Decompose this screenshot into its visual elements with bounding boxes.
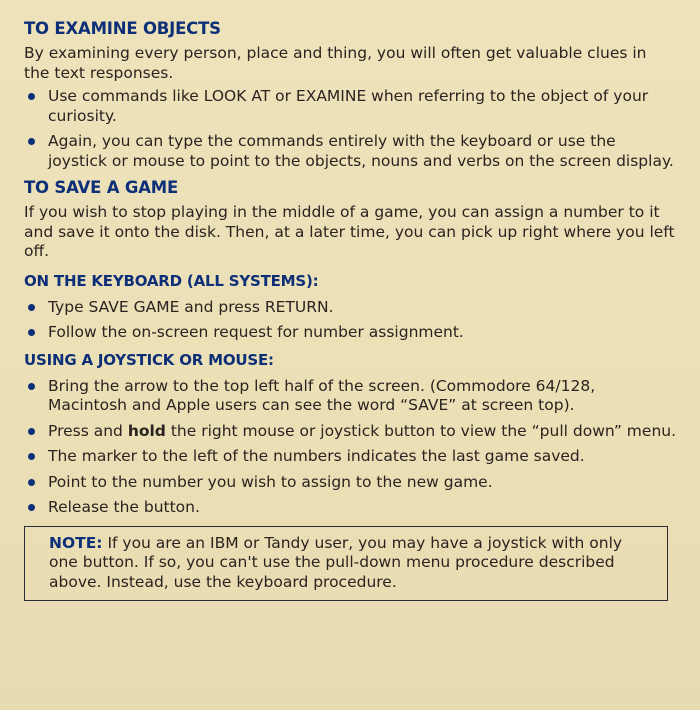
list-item-text: Again, you can type the commands entirely with the keyboard or use the joystick or mouse to point to the objects, nouns and verbs on the screen display. bbox=[48, 132, 674, 170]
list-item-text: The marker to the left of the numbers indicates the last game saved. bbox=[48, 447, 585, 465]
list-item-text bbox=[48, 422, 676, 440]
list-item bbox=[24, 298, 676, 318]
bullet-icon bbox=[28, 138, 35, 145]
heading-keyboard: ON THE KEYBOARD (ALL SYSTEMS): bbox=[24, 271, 319, 290]
examine-intro: By examining every person, place and thing, you will often get valuable clues in the text responses. bbox=[24, 44, 647, 82]
bullet-icon bbox=[28, 479, 35, 486]
heading-joystick-mouse: USING A JOYSTICK OR MOUSE: bbox=[24, 350, 274, 369]
list-item bbox=[24, 447, 676, 467]
bullet-icon bbox=[28, 93, 35, 100]
list-item bbox=[24, 377, 676, 416]
list-item-text: Bring the arrow to the top left half of the screen. (Commodore 64/128, Macintosh and Apple users can see the word “SAVE” at screen top). bbox=[48, 376, 596, 414]
list-item-text: Point to the number you wish to assign to the new game. bbox=[48, 472, 493, 491]
list-item bbox=[24, 323, 676, 343]
list-item bbox=[24, 498, 676, 518]
heading-examine-objects: TO EXAMINE OBJECTS bbox=[24, 19, 221, 38]
section-save-game bbox=[24, 177, 676, 518]
heading-save-game: TO SAVE A GAME bbox=[24, 178, 179, 197]
note-label: NOTE: bbox=[49, 533, 103, 552]
joystick-bullet-list bbox=[24, 377, 676, 518]
bullet-icon bbox=[28, 453, 35, 460]
note-box bbox=[24, 526, 668, 602]
bullet-icon bbox=[28, 428, 35, 435]
list-item bbox=[24, 422, 676, 442]
text-run: Press and bbox=[48, 421, 128, 440]
text-run: the right mouse or joystick button to view the “pull down” menu. bbox=[165, 421, 677, 440]
save-intro: If you wish to stop playing in the middle of a game, you can assign a number to it and save it onto the disk. Then, at a later time, you can pick up right where you left off. bbox=[24, 203, 675, 260]
keyboard-bullet-list bbox=[24, 298, 676, 343]
list-item-text: Use commands like LOOK AT or EXAMINE when referring to the object of your curiosity. bbox=[48, 87, 649, 125]
list-item bbox=[24, 132, 676, 171]
bullet-icon bbox=[28, 304, 35, 311]
bullet-icon bbox=[28, 383, 35, 390]
section-examine-objects bbox=[24, 18, 676, 171]
bullet-icon bbox=[28, 329, 35, 336]
bold-word-hold: hold bbox=[127, 421, 166, 440]
list-item-text: Follow the on-screen request for number assignment. bbox=[48, 323, 464, 341]
list-item bbox=[24, 87, 676, 126]
list-item-text: Release the button. bbox=[48, 498, 200, 516]
list-item-text: Type SAVE GAME and press RETURN. bbox=[48, 297, 334, 316]
bullet-icon bbox=[28, 504, 35, 511]
examine-bullet-list bbox=[24, 87, 676, 171]
list-item bbox=[24, 473, 676, 493]
note-text: If you are an IBM or Tandy user, you may have a joystick with only one button. If so, you can't use the pull-down menu procedure described above. Instead, use the keyboard procedure. bbox=[49, 533, 623, 591]
